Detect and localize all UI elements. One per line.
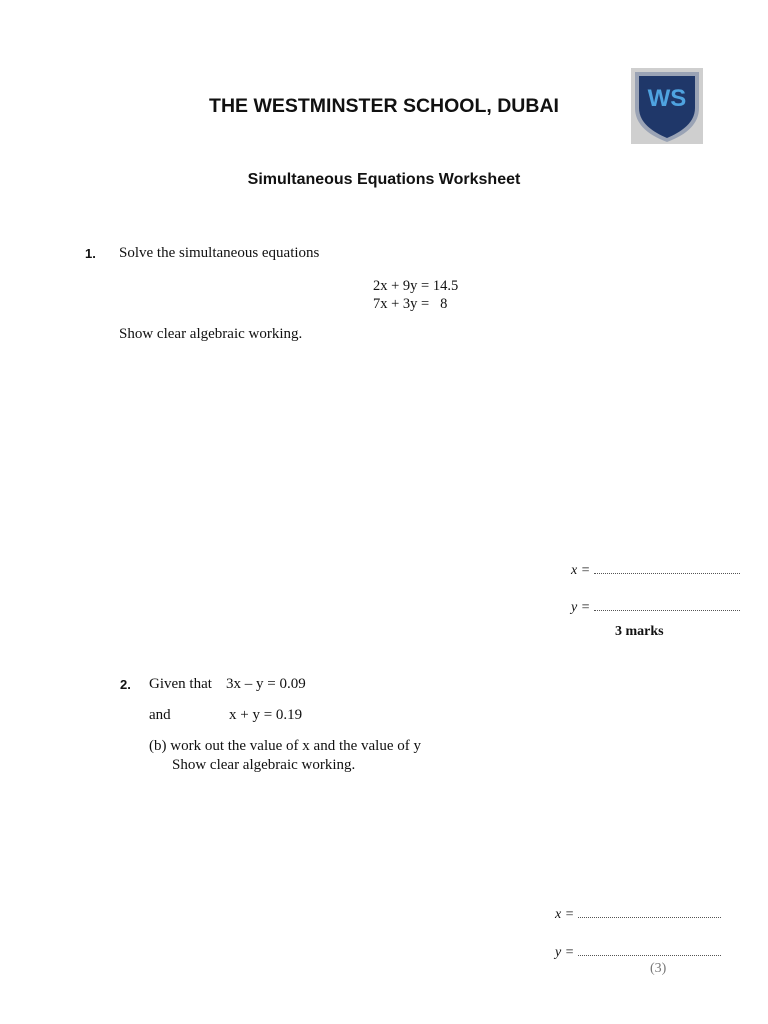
answer-x-label: x = [571,563,591,578]
question-2-equation-1: 3x – y = 0.09 [226,676,306,692]
question-1-prompt: Solve the simultaneous equations [119,245,320,261]
answer-x-line[interactable] [578,905,721,918]
answer-x-line[interactable] [594,561,740,574]
answer-x-label: x = [555,907,575,922]
school-name: THE WESTMINSTER SCHOOL, DUBAI [209,95,559,117]
worksheet-title: Simultaneous Equations Worksheet [247,171,521,188]
question-2-answer-x [555,905,721,923]
question-2-given-label: Given that [149,676,212,692]
school-logo [631,68,703,144]
question-1-answer-x [571,561,740,579]
question-2-answer-y [555,943,721,961]
question-1-instruction: Show clear algebraic working. [119,326,303,342]
answer-y-line[interactable] [594,598,740,611]
answer-y-label: y = [555,945,575,960]
question-1-equation-2: 7x + 3y = 8 [373,296,448,312]
answer-y-line[interactable] [578,943,721,956]
question-2-instruction: Show clear algebraic working. [172,757,356,773]
logo-text: WS [647,85,687,112]
question-2-equation-2: x + y = 0.19 [229,707,303,723]
question-2-part-b: (b) work out the value of x and the value of y [149,738,421,754]
question-1-number: 1. [85,246,96,261]
question-2-and-label: and [149,707,171,723]
question-1-answer-y [571,598,740,616]
shield-icon [631,68,703,144]
question-1-marks: 3 marks [615,624,664,639]
question-2-marks: (3) [650,961,667,976]
answer-y-label: y = [571,600,591,615]
question-2-number: 2. [120,677,131,692]
question-1-equation-1: 2x + 9y = 14.5 [373,278,459,294]
